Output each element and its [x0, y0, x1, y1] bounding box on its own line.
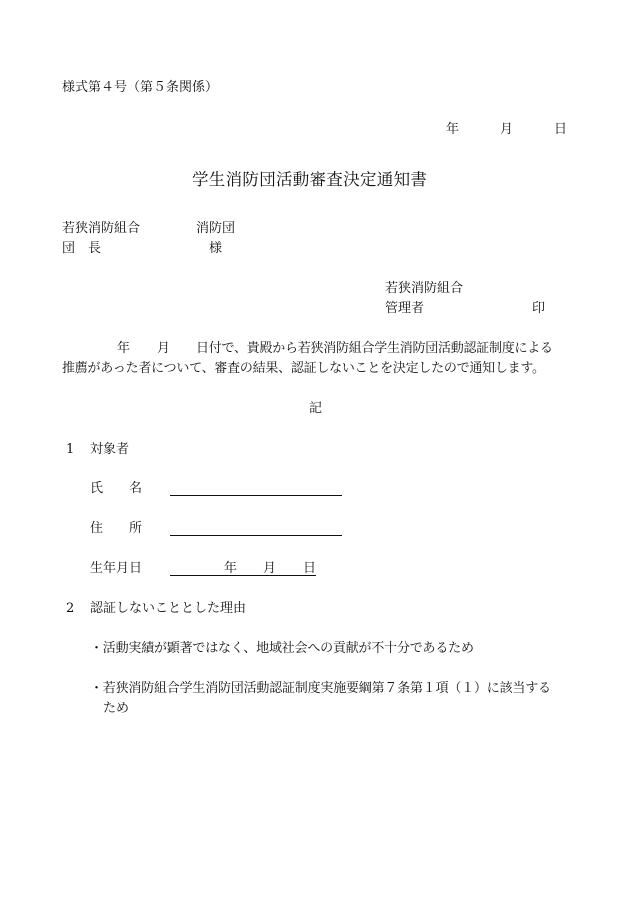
- dob-label: 生年月日: [90, 561, 143, 576]
- body-year: 年: [117, 341, 131, 356]
- addressee-leader-label: 団 長: [62, 241, 102, 256]
- section1-number: 1: [66, 442, 75, 457]
- dob-month: 月: [263, 561, 277, 576]
- dob-year: 年: [224, 561, 238, 576]
- section1-heading: 対象者: [90, 442, 130, 457]
- name-label: 氏 名: [90, 481, 143, 496]
- address-underline: [170, 535, 342, 536]
- sender-seal: 印: [532, 301, 546, 316]
- reason-item: ・若狭消防組合学生消防団活動認証制度実施要綱第７条第１項（１）に該当する: [90, 681, 551, 696]
- name-underline: [170, 495, 342, 496]
- body-line2: 推薦があった者について、審査の結果、認証しないことを決定したので通知します。: [62, 361, 545, 376]
- sender-manager-label: 管理者: [385, 301, 425, 316]
- form-reference: 様式第４号（第５条関係）: [62, 80, 219, 95]
- body-month: 月: [157, 341, 171, 356]
- ki-heading: 記: [309, 401, 323, 416]
- dob-underline: [170, 575, 316, 576]
- addressee-honorific: 様: [209, 241, 223, 256]
- address-label: 住 所: [90, 521, 143, 536]
- section2-heading: 認証しないこととした理由: [90, 601, 247, 616]
- date-month: 月: [500, 122, 514, 137]
- section2-number: 2: [66, 601, 75, 616]
- reason-item: ・活動実績が顕著ではなく、地域社会への貢献が不十分であるため: [90, 641, 474, 656]
- addressee-corps: 消防団: [196, 221, 236, 236]
- body-line1-rest: 日付で、貴殿から若狭消防組合学生消防団活動認証制度による: [196, 341, 553, 356]
- addressee-org: 若狭消防組合: [62, 221, 141, 236]
- reason-item-continuation: ため: [103, 701, 130, 716]
- dob-day: 日: [303, 561, 317, 576]
- date-day: 日: [554, 122, 568, 137]
- document-title: 学生消防団活動審査決定通知書: [192, 170, 428, 189]
- date-year: 年: [446, 122, 460, 137]
- sender-org: 若狭消防組合: [385, 281, 464, 296]
